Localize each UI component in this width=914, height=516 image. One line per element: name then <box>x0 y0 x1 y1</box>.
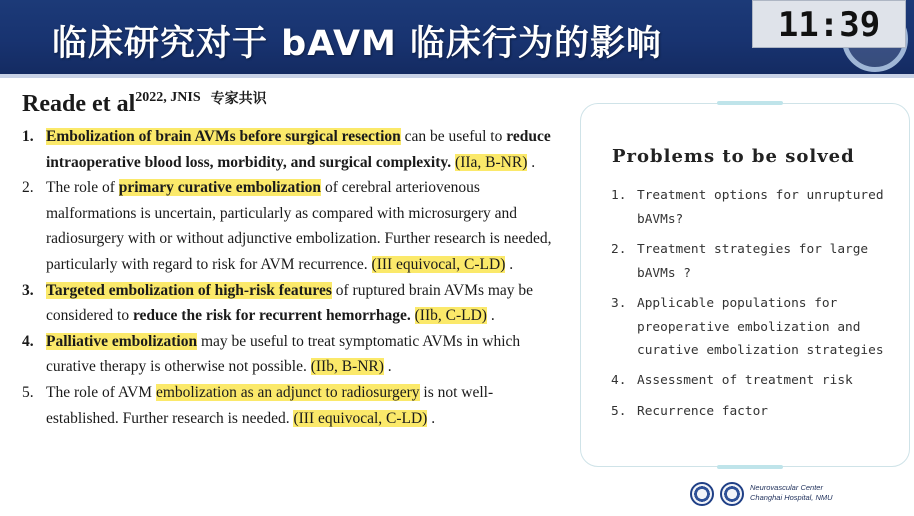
panel-title: Problems to be solved <box>612 146 855 167</box>
highlighted-phrase: Embolization of brain AVMs before surgical resection <box>46 128 401 145</box>
panel-top-accent <box>717 101 783 105</box>
problem-number: 2. <box>611 241 627 257</box>
footer-line-1: Neurovascular Center <box>750 483 823 492</box>
item-text: may be useful to treat symptomatic AVMs in which curative therapy is otherwise not possible. <box>46 332 521 376</box>
highlighted-phrase: embolization as an adjunct to radiosurgery <box>155 383 420 401</box>
header-divider <box>0 74 914 78</box>
problem-item <box>611 238 901 285</box>
item-end: . <box>486 307 495 325</box>
item-text: of ruptured brain AVMs may be considered to <box>46 281 534 325</box>
evidence-grade: (IIa, B-NR) <box>455 153 528 171</box>
timer-display: 11:39 <box>752 0 906 48</box>
item-text: can be useful to <box>400 128 507 145</box>
evidence-grade: (III equivocal, C-LD) <box>293 409 428 427</box>
item-number: 3. <box>22 281 34 299</box>
recommendation-item <box>22 329 562 380</box>
recommendation-list <box>22 124 562 431</box>
evidence-grade: (IIb, C-LD) <box>414 307 487 325</box>
problem-text: Assessment of treatment risk <box>637 373 853 389</box>
problems-panel <box>580 103 910 467</box>
item-prefix: The role of <box>46 179 119 197</box>
recommendation-item <box>22 380 562 431</box>
problem-number: 1. <box>611 188 627 203</box>
slide-title: 临床研究对于 bAVM 临床行为的影响 <box>52 24 663 64</box>
highlighted-phrase: Targeted embolization of high-risk features <box>46 281 332 299</box>
item-number: 1. <box>22 128 34 145</box>
evidence-grade: (IIb, B-NR) <box>310 358 384 376</box>
item-number: 2. <box>22 179 34 197</box>
problem-number: 4. <box>611 373 627 389</box>
recommendation-item <box>22 124 562 175</box>
item-number: 5. <box>22 383 34 401</box>
item-number: 4. <box>22 332 34 350</box>
item-end: . <box>527 153 536 171</box>
recommendation-item <box>22 175 562 277</box>
reference-source: 2022, JNIS <box>135 90 201 105</box>
bold-phrase: reduce intraoperative blood loss, morbidity, and surgical complexity. <box>46 128 551 171</box>
problem-text: Treatment options for unruptured bAVMs? <box>637 188 884 227</box>
highlighted-phrase: Palliative embolization <box>46 332 198 350</box>
evidence-grade: (III equivocal, C-LD) <box>371 255 506 273</box>
item-text: of cerebral arteriovenous malformations is uncertain, particularly as compared with microsurgery and radiosurgery with or without adjunctive embolization. Further research is needed, particularly with regard to risk for AVM recurrence. <box>46 179 552 273</box>
item-text: is not well-established. Further research is needed. <box>46 383 494 427</box>
reference-label: 专家共识 <box>210 91 267 107</box>
problem-text: Recurrence factor <box>637 403 768 419</box>
problem-number: 5. <box>611 403 627 419</box>
item-end: . <box>427 409 436 427</box>
item-prefix: The role of AVM <box>46 383 156 401</box>
footer-logos <box>690 480 910 510</box>
hospital-seal-icon <box>720 482 744 506</box>
problem-item <box>611 292 901 363</box>
problem-item <box>611 369 901 393</box>
problem-number: 3. <box>611 295 627 311</box>
problem-item <box>611 400 901 424</box>
panel-bottom-accent <box>717 465 783 469</box>
recommendation-item <box>22 278 562 329</box>
problem-text: Applicable populations for preoperative embolization and curative embolization strategies <box>637 295 884 359</box>
item-end: . <box>505 255 514 273</box>
footer-line-2: Changhai Hospital, NMU <box>750 493 833 502</box>
footer-institution <box>750 483 833 503</box>
university-seal-icon <box>690 482 714 506</box>
problem-list <box>611 184 901 430</box>
problem-text: Treatment strategies for large bAVMs ? <box>637 241 869 281</box>
item-end: . <box>383 358 392 376</box>
reference-author: Reade et al <box>22 91 136 117</box>
problem-item <box>611 184 901 231</box>
highlighted-phrase: primary curative embolization <box>118 179 322 197</box>
bold-phrase: reduce the risk for recurrent hemorrhage. <box>132 307 411 325</box>
reference-citation <box>22 88 267 118</box>
